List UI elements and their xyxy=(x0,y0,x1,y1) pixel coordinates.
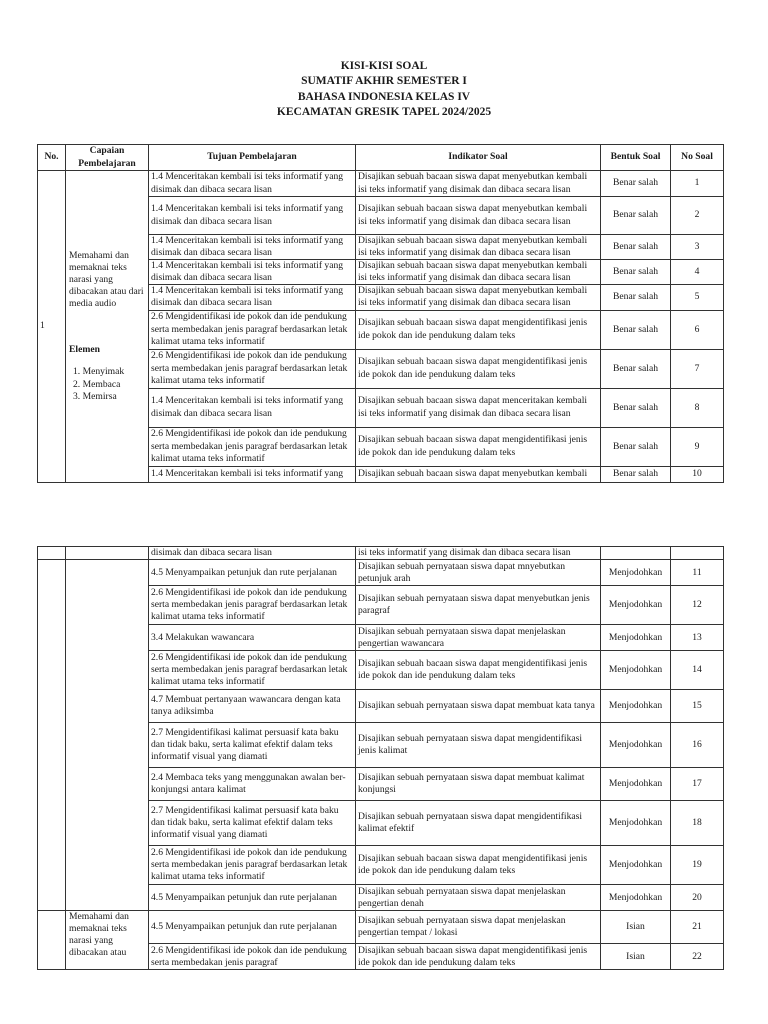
tujuan-pembelajaran-cell: 1.4 Menceritakan kembali isi teks informatif yang disimak dan dibaca secara lisan xyxy=(149,171,356,197)
no-soal-cell: 17 xyxy=(671,768,724,801)
table-header-row xyxy=(38,145,724,171)
indikator-soal-cell: Disajikan sebuah pernyataan siswa dapat mengidentifikasi kalimat efektif xyxy=(356,801,601,846)
indikator-soal-cell: Disajikan sebuah bacaan siswa dapat menceritakan kembali isi teks informatif yang disimak dan dibaca secara lisan xyxy=(356,388,601,427)
kisi-kisi-table-page-1 xyxy=(37,144,724,483)
row-number xyxy=(38,911,66,970)
tujuan-pembelajaran-cell: 4.7 Membuat pertanyaan wawancara dengan kata tanya adiksimba xyxy=(149,690,356,723)
no-soal-cell: 10 xyxy=(671,466,724,482)
row-number: 1 xyxy=(38,171,66,483)
no-soal-cell: 2 xyxy=(671,197,724,235)
bentuk-soal-cell: Benar salah xyxy=(601,197,671,235)
bentuk-soal-cell: Benar salah xyxy=(601,235,671,260)
no-soal-cell: 1 xyxy=(671,171,724,197)
indikator-soal-cell: Disajikan sebuah pernyataan siswa dapat menjelaskan pengertian wawancara xyxy=(356,625,601,651)
no-soal-cell: 20 xyxy=(671,885,724,911)
tujuan-pembelajaran-cell: 1.4 Menceritakan kembali isi teks informatif yang disimak dan dibaca secara lisan xyxy=(149,260,356,285)
no-soal-cell: 13 xyxy=(671,625,724,651)
table-row xyxy=(38,911,724,944)
indikator-soal-cell: Disajikan sebuah bacaan siswa dapat menyebutkan kembali isi teks informatif yang disimak dan dibaca secara lisan xyxy=(356,260,601,285)
title-line-4: KECAMATAN GRESIK TAPEL 2024/2025 xyxy=(276,105,492,118)
capaian-pembelajaran-cell: Memahami dan memaknai teks narasi yang dibacakan atau xyxy=(66,911,149,970)
elemen-item: 2. Membaca xyxy=(73,378,121,390)
tujuan-pembelajaran-cell: 1.4 Menceritakan kembali isi teks informatif yang disimak dan dibaca secara lisan xyxy=(149,388,356,427)
tujuan-pembelajaran-cell: 4.5 Menyampaikan petunjuk dan rute perjalanan xyxy=(149,560,356,586)
no-soal-cell xyxy=(671,547,724,560)
document-title xyxy=(0,59,768,120)
bentuk-soal-cell: Benar salah xyxy=(601,388,671,427)
tujuan-pembelajaran-cell: 4.5 Menyampaikan petunjuk dan rute perjalanan xyxy=(149,885,356,911)
title-line-1: KISI-KISI SOAL xyxy=(340,60,428,72)
table-row xyxy=(38,171,724,197)
bentuk-soal-cell: Isian xyxy=(601,911,671,944)
tujuan-pembelajaran-cell: 2.6 Mengidentifikasi ide pokok dan ide pendukung serta membedakan jenis paragraf berdasarkan letak kalimat utama teks informatif xyxy=(149,846,356,885)
bentuk-soal-cell xyxy=(601,547,671,560)
bentuk-soal-cell: Benar salah xyxy=(601,427,671,466)
no-soal-cell: 18 xyxy=(671,801,724,846)
header-bentuk: Bentuk Soal xyxy=(601,145,671,171)
tujuan-pembelajaran-cell: 2.4 Membaca teks yang menggunakan awalan ber- konjungsi antara kalimat xyxy=(149,768,356,801)
bentuk-soal-cell: Menjodohkan xyxy=(601,846,671,885)
header-indikator: Indikator Soal xyxy=(356,145,601,171)
bentuk-soal-cell: Menjodohkan xyxy=(601,768,671,801)
capaian-pembelajaran-cell xyxy=(66,171,149,483)
header-no: No. xyxy=(38,145,66,171)
kisi-kisi-table-page-2 xyxy=(37,546,724,970)
tujuan-pembelajaran-cell: 2.6 Mengidentifikasi ide pokok dan ide pendukung serta membedakan jenis paragraf berdasarkan letak kalimat utama teks informatif xyxy=(149,310,356,349)
bentuk-soal-cell: Menjodohkan xyxy=(601,690,671,723)
no-soal-cell: 15 xyxy=(671,690,724,723)
tujuan-pembelajaran-cell: 3.4 Melakukan wawancara xyxy=(149,625,356,651)
indikator-soal-cell: Disajikan sebuah bacaan siswa dapat mengidentifikasi jenis ide pokok dan ide pendukung dalam teks xyxy=(356,310,601,349)
bentuk-soal-cell: Benar salah xyxy=(601,171,671,197)
no-soal-cell: 22 xyxy=(671,944,724,970)
indikator-soal-cell: Disajikan sebuah bacaan siswa dapat menyebutkan kembali isi teks informatif yang disimak dan dibaca secara lisan xyxy=(356,285,601,310)
no-soal-cell: 12 xyxy=(671,586,724,625)
no-soal-cell: 19 xyxy=(671,846,724,885)
indikator-soal-cell: Disajikan sebuah pernyataan siswa dapat membuat kata tanya xyxy=(356,690,601,723)
bentuk-soal-cell: Menjodohkan xyxy=(601,625,671,651)
table-row xyxy=(38,560,724,586)
tujuan-pembelajaran-cell: 1.4 Menceritakan kembali isi teks informatif yang disimak dan dibaca secara lisan xyxy=(149,197,356,235)
indikator-soal-cell: Disajikan sebuah pernyataan siswa dapat menyebutkan jenis paragraf xyxy=(356,586,601,625)
table-row xyxy=(38,547,724,560)
bentuk-soal-cell: Benar salah xyxy=(601,310,671,349)
bentuk-soal-cell: Menjodohkan xyxy=(601,560,671,586)
elemen-item: 3. Memirsa xyxy=(73,390,117,402)
tujuan-pembelajaran-cell: 1.4 Menceritakan kembali isi teks informatif yang xyxy=(149,466,356,482)
indikator-soal-cell: Disajikan sebuah bacaan siswa dapat mengidentifikasi jenis ide pokok dan ide pendukung dalam teks xyxy=(356,846,601,885)
bentuk-soal-cell: Isian xyxy=(601,944,671,970)
capaian-pembelajaran-cell xyxy=(66,547,149,560)
tujuan-pembelajaran-cell: 2.6 Mengidentifikasi ide pokok dan ide pendukung serta membedakan jenis paragraf berdasarkan letak kalimat utama teks informatif xyxy=(149,427,356,466)
capaian-pembelajaran-cell xyxy=(66,560,149,911)
no-soal-cell: 3 xyxy=(671,235,724,260)
indikator-soal-cell: Disajikan sebuah bacaan siswa dapat menyebutkan kembali xyxy=(356,466,601,482)
tujuan-pembelajaran-cell: 2.6 Mengidentifikasi ide pokok dan ide pendukung serta membedakan jenis paragraf xyxy=(149,944,356,970)
indikator-soal-cell: Disajikan sebuah bacaan siswa dapat mengidentifikasi jenis ide pokok dan ide pendukung dalam teks xyxy=(356,427,601,466)
indikator-soal-cell: Disajikan sebuah pernyataan siswa dapat mnyebutkan petunjuk arah xyxy=(356,560,601,586)
title-line-2: SUMATIF AKHIR SEMESTER I xyxy=(301,75,467,88)
elemen-title: Elemen xyxy=(69,344,100,356)
elemen-list xyxy=(69,366,146,402)
indikator-soal-cell: isi teks informatif yang disimak dan dibaca secara lisan xyxy=(356,547,601,560)
bentuk-soal-cell: Benar salah xyxy=(601,466,671,482)
tujuan-pembelajaran-cell: 2.7 Mengidentifikasi kalimat persuasif kata baku dan tidak baku, serta kalimat efektif dalam teks informatif visual yang diamati xyxy=(149,801,356,846)
no-soal-cell: 7 xyxy=(671,349,724,388)
indikator-soal-cell: Disajikan sebuah bacaan siswa dapat mengidentifikasi jenis ide pokok dan ide pendukung dalam teks xyxy=(356,651,601,690)
no-soal-cell: 4 xyxy=(671,260,724,285)
tujuan-pembelajaran-cell: 2.7 Mengidentifikasi kalimat persuasif kata baku dan tidak baku, serta kalimat efektif dalam teks informatif visual yang diamati xyxy=(149,723,356,768)
indikator-soal-cell: Disajikan sebuah bacaan siswa dapat menyebutkan kembali isi teks informatif yang disimak dan dibaca secara lisan xyxy=(356,171,601,197)
indikator-soal-cell: Disajikan sebuah bacaan siswa dapat mengidentifikasi jenis ide pokok dan ide pendukung dalam teks xyxy=(356,944,601,970)
header-capaian: Capaian Pembelajaran xyxy=(66,145,149,171)
indikator-soal-cell: Disajikan sebuah bacaan siswa dapat menyebutkan kembali isi teks informatif yang disimak dan dibaca secara lisan xyxy=(356,197,601,235)
indikator-soal-cell: Disajikan sebuah bacaan siswa dapat mengidentifikasi jenis ide pokok dan ide pendukung dalam teks xyxy=(356,349,601,388)
title-line-3: BAHASA INDONESIA KELAS IV xyxy=(297,90,471,103)
no-soal-cell: 11 xyxy=(671,560,724,586)
indikator-soal-cell: Disajikan sebuah pernyataan siswa dapat menjelaskan pengertian tempat / lokasi xyxy=(356,911,601,944)
no-soal-cell: 8 xyxy=(671,388,724,427)
header-tujuan: Tujuan Pembelajaran xyxy=(149,145,356,171)
tujuan-pembelajaran-cell: 2.6 Mengidentifikasi ide pokok dan ide pendukung serta membedakan jenis paragraf berdasarkan letak kalimat utama teks informatif xyxy=(149,349,356,388)
indikator-soal-cell: Disajikan sebuah pernyataan siswa dapat membuat kalimat konjungsi xyxy=(356,768,601,801)
bentuk-soal-cell: Menjodohkan xyxy=(601,651,671,690)
no-soal-cell: 6 xyxy=(671,310,724,349)
header-no-soal: No Soal xyxy=(671,145,724,171)
tujuan-pembelajaran-cell: 1.4 Menceritakan kembali isi teks informatif yang disimak dan dibaca secara lisan xyxy=(149,285,356,310)
no-soal-cell: 16 xyxy=(671,723,724,768)
no-soal-cell: 5 xyxy=(671,285,724,310)
tujuan-pembelajaran-cell: 2.6 Mengidentifikasi ide pokok dan ide pendukung serta membedakan jenis paragraf berdasarkan letak kalimat utama teks informatif xyxy=(149,586,356,625)
capaian-text: Memahami dan memaknai teks narasi yang dibacakan atau dari media audio xyxy=(69,249,144,310)
bentuk-soal-cell: Benar salah xyxy=(601,260,671,285)
indikator-soal-cell: Disajikan sebuah pernyataan siswa dapat menjelaskan pengertian denah xyxy=(356,885,601,911)
row-number xyxy=(38,547,66,560)
no-soal-cell: 14 xyxy=(671,651,724,690)
bentuk-soal-cell: Menjodohkan xyxy=(601,723,671,768)
tujuan-pembelajaran-cell: disimak dan dibaca secara lisan xyxy=(149,547,356,560)
row-number xyxy=(38,560,66,911)
bentuk-soal-cell: Benar salah xyxy=(601,349,671,388)
indikator-soal-cell: Disajikan sebuah bacaan siswa dapat menyebutkan kembali isi teks informatif yang disimak dan dibaca secara lisan xyxy=(356,235,601,260)
indikator-soal-cell: Disajikan sebuah pernyataan siswa dapat mengidentifikasi jenis kalimat xyxy=(356,723,601,768)
tujuan-pembelajaran-cell: 4.5 Menyampaikan petunjuk dan rute perjalanan xyxy=(149,911,356,944)
no-soal-cell: 9 xyxy=(671,427,724,466)
no-soal-cell: 21 xyxy=(671,911,724,944)
bentuk-soal-cell: Menjodohkan xyxy=(601,885,671,911)
bentuk-soal-cell: Menjodohkan xyxy=(601,586,671,625)
tujuan-pembelajaran-cell: 1.4 Menceritakan kembali isi teks informatif yang disimak dan dibaca secara lisan xyxy=(149,235,356,260)
bentuk-soal-cell: Benar salah xyxy=(601,285,671,310)
bentuk-soal-cell: Menjodohkan xyxy=(601,801,671,846)
elemen-item: 1. Menyimak xyxy=(73,366,125,378)
tujuan-pembelajaran-cell: 2.6 Mengidentifikasi ide pokok dan ide pendukung serta membedakan jenis paragraf berdasarkan letak kalimat utama teks informatif xyxy=(149,651,356,690)
